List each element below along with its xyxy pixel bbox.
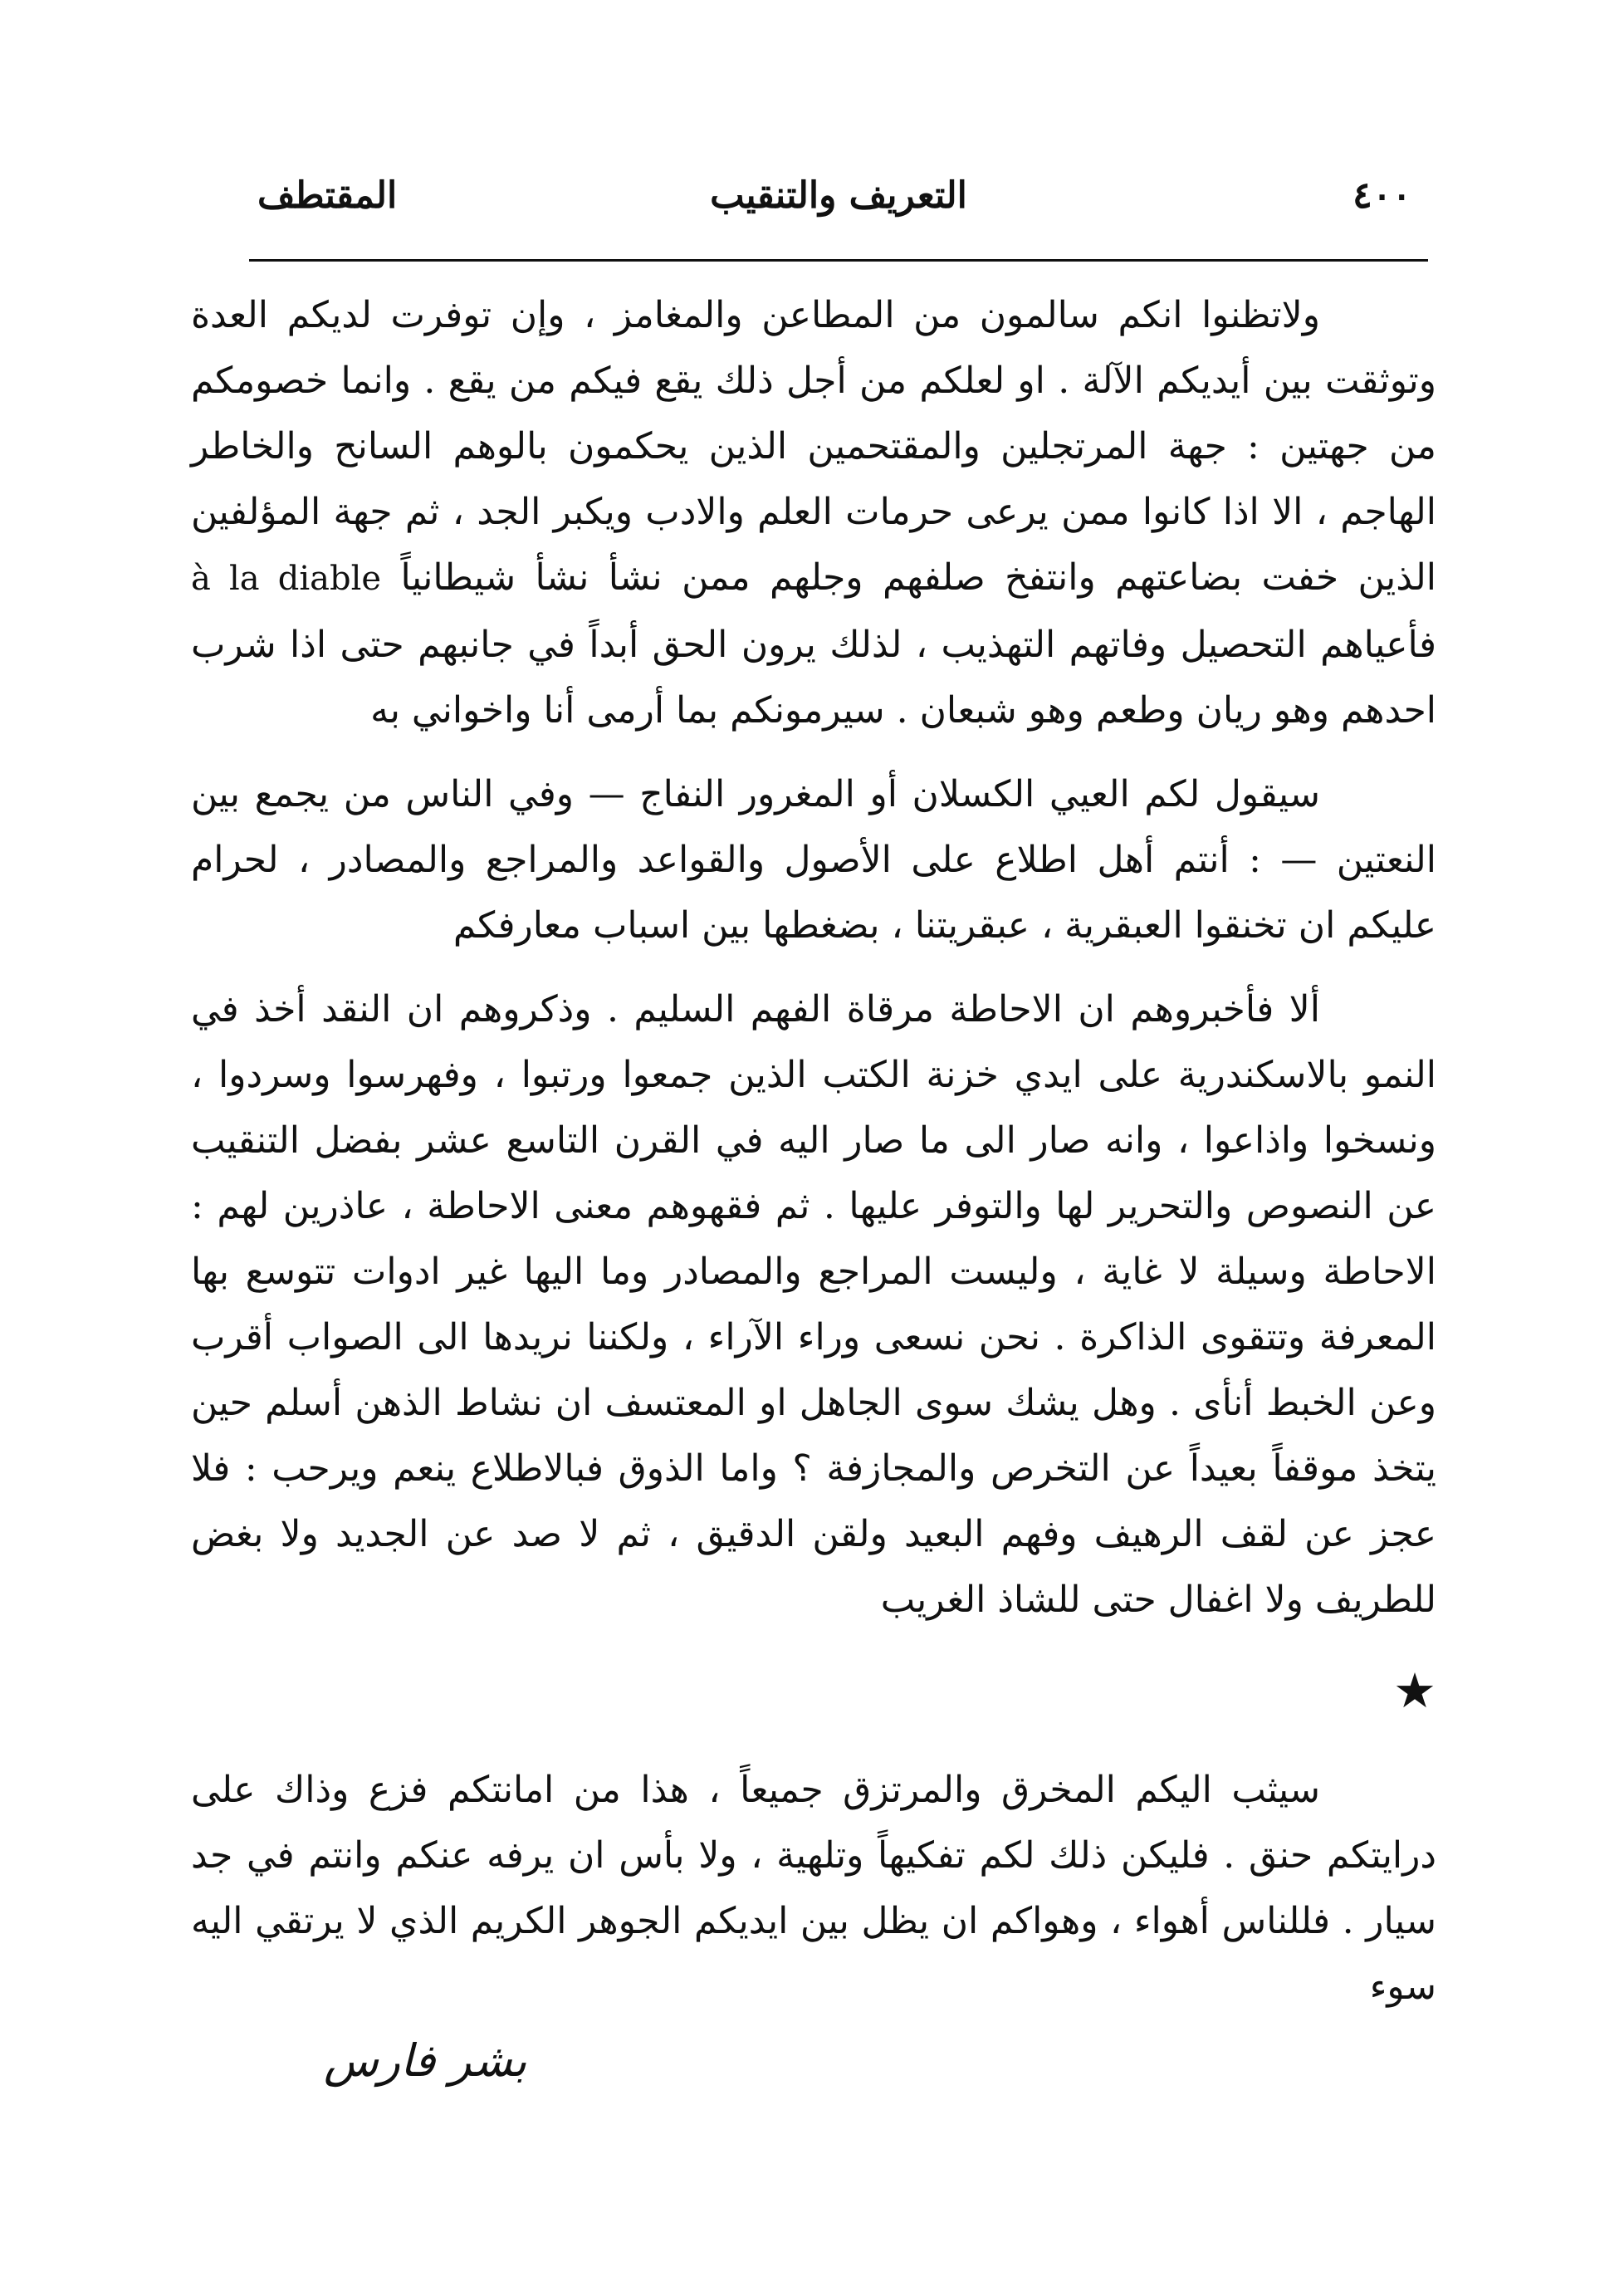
page-number: ٤٠٠ (1353, 174, 1411, 217)
latin-phrase: à la diable (191, 560, 382, 598)
running-header (249, 174, 1428, 233)
section-separator-star: ★ (1393, 1662, 1436, 1719)
paragraph-1-text-a: ولاتظنوا انكم سالمون من المطاعن والمغامز ، وإن توفرت لديكم العدة وتوثقت بين أيديكم الآلة . او لعلكم من أجل ذلك يقع فيكم من يقع . وانما خصومكم من جهتين : جهة المرتجلين والمقتحمين الذين يحكمون بالوهم السانح والخاطر الهاجم ، الا اذا كانوا ممن يرعى حرمات العلم والادب ويكبر الجد ، ثم جهة المؤلفين الذين خفت بضاعتهم وانتفخ صلفهم وجلهم ممن نشأ نشأ شيطانياً (191, 294, 1436, 599)
paragraph-1 (191, 282, 1436, 743)
paragraph-1-text-b: فأعياهم التحصيل وفاتهم التهذيب ، لذلك يرون الحق أبداً في جانبهم حتى اذا شرب احدهم وهو ريان وطعم وهو شبعان . سيرمونكم بما أرمى أنا واخواني به (191, 624, 1436, 732)
header-rule (249, 259, 1428, 262)
journal-name: المقتطف (257, 174, 398, 217)
paragraph-3: ألا فأخبروهم ان الاحاطة مرقاة الفهم السليم . وذكروهم ان النقد أخذ في النمو بالاسكندرية على ايدي خزنة الكتب الذين جمعوا ورتبوا ، وفهرسوا وسردوا ، ونسخوا واذاعوا ، وانه صار الى ما صار اليه في القرن التاسع عشر بفضل التنقيب عن النصوص والتحرير لها والتوفر عليها . ثم فقهوهم معنى الاحاطة ، عاذرين لهم : الاحاطة وسيلة لا غاية ، وليست المراجع والمصادر وما اليها غير ادوات تتوسع بها المعرفة وتتقوى الذاكرة . نحن نسعى وراء الآراء ، ولكننا نريدها الى الصواب أقرب وعن الخبط أنأى . وهل يشك سوى الجاهل او المعتسف ان نشاط الذهن أسلم حين يتخذ موقفاً بعيداً عن التخرص والمجازفة ؟ واما الذوق فبالاطلاع ينعم ويرحب : فلا عجز عن لقف الرهيف وفهم البعيد ولقن الدقيق ، ثم لا صد عن الجديد ولا بغض للطريف ولا اغفال حتى للشاذ الغريب (191, 988, 1436, 1621)
running-title: التعريف والتنقيب (710, 174, 967, 217)
author-signature: بشر فارس (324, 2034, 527, 2087)
article-body (191, 282, 1436, 2038)
paragraph-4: سيثب اليكم المخرق والمرتزق جميعاً ، هذا من امانتكم فزع وذاك على درايتكم حنق . فليكن ذلك لكم تفكيهاً وتلهية ، ولا بأس ان يرفه عنكم وانتم في جد سيار . فللناس أهواء ، وهواكم ان يظل بين ايديكم الجوهر الكريم الذي لا يرتقي اليه سوء (191, 1769, 1436, 2008)
paragraph-2: سيقول لكم العيي الكسلان أو المغرور النفاج — وفي الناس من يجمع بين النعتين — : أنتم أهل اطلاع على الأصول والقواعد والمراجع والمصادر ، لحرام عليكم ان تخنقوا العبقرية ، عبقريتنا ، بضغطها بين اسباب معارفكم (191, 773, 1436, 947)
